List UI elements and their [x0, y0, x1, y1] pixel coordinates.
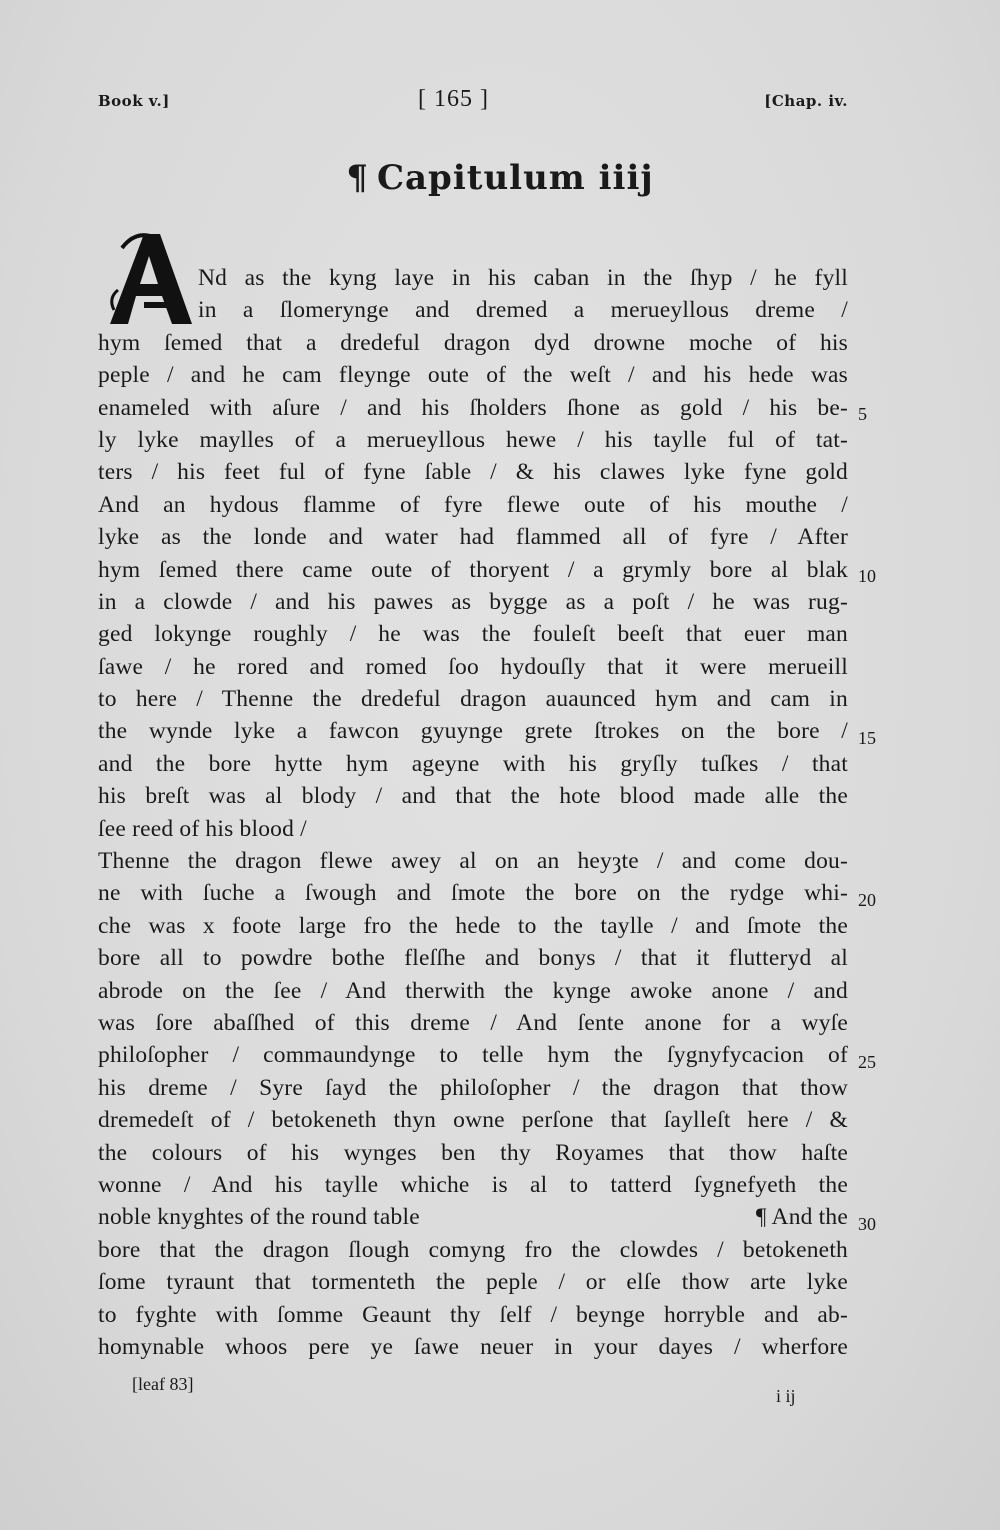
text-line: enameled with aſure / and his ſholders ſhone as gold / his be- — [98, 394, 848, 421]
text-line: lyke as the londe and water had flammed all of fyre / After — [98, 524, 848, 551]
text-line: ſome tyraunt that tormenteth the peple / or elſe thow arte lyke — [98, 1269, 848, 1296]
text-line: dremedeſt of / betokeneth thyn owne perſone that ſaylleſt here / & — [98, 1107, 848, 1134]
text-line: abrode on the ſee / And therwith the kynge awoke anone / and — [98, 977, 848, 1004]
text-line: was ſore abaſſhed of this dreme / And ſente anone for a wyſe — [98, 1009, 848, 1036]
text-line: his dreme / Syre ſayd the philoſopher / the dragon that thow — [98, 1074, 848, 1101]
text-line: Nd as the kyng laye in his caban in the ſhyp / he fyll — [198, 265, 848, 291]
line-number: 10 — [858, 566, 876, 586]
line-number: 5 — [858, 404, 867, 424]
text-line: bore that the dragon ſlough comyng fro the clowdes / betokeneth — [98, 1236, 848, 1263]
text-line: ters / his feet ful of fyne ſable / & his clawes lyke fyne gold — [98, 459, 848, 486]
text-line: his breſt was al blody / and that the hote blood made alle the — [98, 783, 848, 810]
text-line: Thenne the dragon flewe awey al on an heyȝte / and come dou- — [98, 848, 848, 875]
text-line: wonne / And his taylle whiche is al to tatterd ſygnefyeth the — [98, 1171, 848, 1198]
running-head-chapter: [Chap. iv. — [764, 92, 848, 110]
line-number: 30 — [858, 1214, 876, 1234]
text-line: ſawe / he rored and romed ſoo hydouſly that it were merueill — [98, 653, 848, 680]
text-line-left: noble knyghtes of the round table — [98, 1204, 420, 1231]
body-text — [98, 262, 848, 1363]
pilcrow-mark: ¶ — [346, 158, 369, 198]
text-line: ne with ſuche a ſwough and ſmote the bore on the rydge whi- — [98, 880, 848, 907]
signature-mark: i ij — [776, 1386, 796, 1406]
text-line: ſee reed of his blood / — [98, 815, 307, 842]
text-line: in a clowde / and his pawes as bygge as a poſt / he was rug- — [98, 588, 848, 615]
line-number: 15 — [858, 728, 876, 748]
text-line: in a ſlomerynge and dremed a merueyllous dreme / — [198, 297, 848, 324]
line-number: 25 — [858, 1052, 876, 1072]
text-line: and the bore hytte hym ageyne with his gryſly tuſkes / that — [98, 750, 848, 777]
text-line: ly lyke maylles of a merueyllous hewe / his taylle ful of tat- — [98, 426, 848, 453]
text-line: bore all to powdre bothe fleſſhe and bonys / that it flutteryd al — [98, 945, 848, 972]
paragraph-mark-continuation: ¶ And the — [755, 1204, 848, 1231]
text-line-split — [98, 1201, 848, 1233]
text-line: hym ſemed there came oute of thoryent / a grymly bore al blak — [98, 556, 848, 583]
text-line: hym ſemed that a dredeful dragon dyd drowne moche of his — [98, 329, 848, 356]
text-line: to fyghte with ſomme Geaunt thy ſelf / beynge horryble and ab- — [98, 1301, 848, 1328]
text-line: the colours of his wynges ben thy Royames that thow haſte — [98, 1139, 848, 1166]
text-line: the wynde lyke a fawcon gyuynge grete ſtrokes on the bore / — [98, 718, 848, 745]
text-line: ged lokynge roughly / he was the fouleſt beeſt that euer man — [98, 621, 848, 648]
leaf-note: [leaf 83] — [132, 1374, 194, 1394]
text-line: to here / Thenne the dredeful dragon auaunced hym and cam in — [98, 686, 848, 713]
text-line: philoſopher / commaundynge to telle hym the ſygnyfycacion of — [98, 1042, 848, 1069]
page-number: [ 165 ] — [418, 86, 489, 112]
chapter-title: Capitulum iiij — [376, 158, 654, 198]
text-line: peple / and he cam fleynge oute of the weſt / and his hede was — [98, 362, 848, 389]
text-line: che was x foote large fro the hede to the taylle / and ſmote the — [98, 912, 848, 939]
line-number: 20 — [858, 890, 876, 910]
text-line: And an hydous flamme of fyre flewe oute of his mouthe / — [98, 491, 848, 518]
chapter-heading — [0, 158, 1000, 198]
running-head — [0, 86, 1000, 116]
text-line: homynable whoos pere ye ſawe neuer in your dayes / wherfore — [98, 1333, 848, 1360]
running-head-book: Book v.] — [98, 92, 170, 110]
